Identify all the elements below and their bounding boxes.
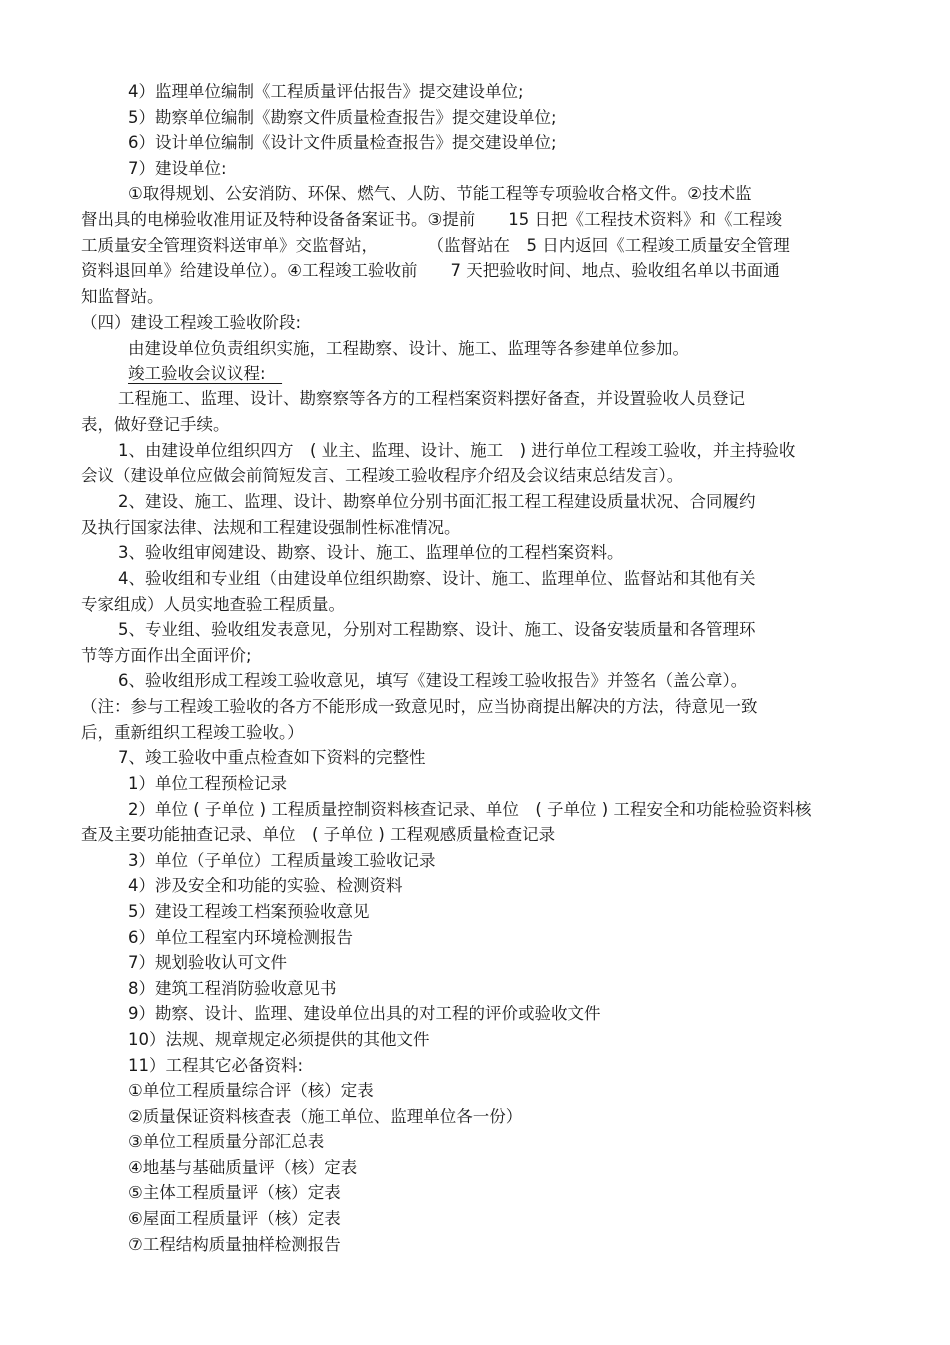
text-line: 工程施工、监理、设计、勘察察等各方的工程档案资料摆好备查，并设置验收人员登记 — [118, 389, 745, 408]
list-item: 8）建筑工程消防验收意见书 — [128, 979, 337, 998]
section-heading: （四）建设工程竣工验收阶段: — [81, 313, 302, 332]
list-item: ③单位工程质量分部汇总表 — [128, 1132, 325, 1151]
list-item: 1）单位工程预检记录 — [128, 774, 287, 793]
list-item: 9）勘察、设计、监理、建设单位出具的对工程的评价或验收文件 — [128, 1004, 601, 1023]
list-item: ②质量保证资料核查表（施工单位、监理单位各一份） — [128, 1107, 523, 1126]
text-line: 5、专业组、验收组发表意见，分别对工程勘察、设计、施工、设备安装质量和各管理环 — [118, 620, 756, 639]
text-line: 节等方面作出全面评价; — [81, 646, 252, 665]
text-line: 7）建设单位: — [128, 159, 227, 178]
list-item: ⑥屋面工程质量评（核）定表 — [128, 1209, 341, 1228]
list-item: ①单位工程质量综合评（核）定表 — [128, 1081, 374, 1100]
list-item: 6）单位工程室内环境检测报告 — [128, 928, 353, 947]
text-line: 专家组成）人员实地查验工程质量。 — [81, 595, 345, 614]
text-line: 5）勘察单位编制《勘察文件质量检查报告》提交建设单位; — [128, 108, 557, 127]
text-line: 6）设计单位编制《设计文件质量检查报告》提交建设单位; — [128, 133, 557, 152]
list-item: 11）工程其它必备资料: — [128, 1056, 304, 1075]
text-line: ①取得规划、公安消防、环保、燃气、人防、节能工程等专项验收合格文件。②技术监 — [128, 184, 752, 203]
list-item: 10）法规、规章规定必须提供的其他文件 — [128, 1030, 430, 1049]
text-line: 及执行国家法律、法规和工程建设强制性标准情况。 — [81, 518, 461, 537]
list-item: ④地基与基础质量评（核）定表 — [128, 1158, 358, 1177]
list-item: ⑦工程结构质量抽样检测报告 — [128, 1235, 341, 1254]
text-line: 6、验收组形成工程竣工验收意见，填写《建设工程竣工验收报告》并签名（盖公章）。 — [118, 671, 748, 690]
agenda-heading: 竣工验收会议议程: — [128, 364, 283, 383]
text-line: 会议（建设单位应做会前简短发言、工程竣工验收程序介绍及会议结束总结发言）。 — [81, 466, 684, 485]
text-line: 工质量安全管理资料送审单》交监督站， （监督站在 5 日内返回《工程竣工质量安全管理 — [81, 236, 790, 255]
note-line: 后，重新组织工程竣工验收。） — [81, 723, 304, 742]
text-line: 4）监理单位编制《工程质量评估报告》提交建设单位; — [128, 82, 524, 101]
text-line: 7、竣工验收中重点检查如下资料的完整性 — [118, 748, 426, 767]
list-item: 7）规划验收认可文件 — [128, 953, 287, 972]
text-line: 知监督站。 — [81, 287, 164, 306]
list-item: 3）单位（子单位）工程质量竣工验收记录 — [128, 851, 436, 870]
list-item: 2）单位 ( 子单位 ) 工程质量控制资料核查记录、单位 ( 子单位 ) 工程安全和功能检验资料核 — [128, 800, 812, 819]
text-line: 资料退回单》给建设单位）。④工程竣工验收前 7 天把验收时间、地点、验收组名单以书面通 — [81, 261, 780, 280]
text-line: 4、验收组和专业组（由建设单位组织勘察、设计、施工、监理单位、监督站和其他有关 — [118, 569, 756, 588]
list-item: 4）涉及安全和功能的实验、检测资料 — [128, 876, 403, 895]
text-line: 表，做好登记手续。 — [81, 415, 230, 434]
text-line: 督出具的电梯验收准用证及特种设备备案证书。③提前 15 日把《工程技术资料》和《工程竣 — [81, 210, 783, 229]
list-item: 查及主要功能抽查记录、单位 ( 子单位 ) 工程观感质量检查记录 — [81, 825, 556, 844]
list-item: ⑤主体工程质量评（核）定表 — [128, 1183, 341, 1202]
text-line: 3、验收组审阅建设、勘察、设计、施工、监理单位的工程档案资料。 — [118, 543, 624, 562]
text-line: 由建设单位负责组织实施，工程勘察、设计、施工、监理等各参建单位参加。 — [128, 339, 689, 358]
list-item: 5）建设工程竣工档案预验收意见 — [128, 902, 370, 921]
text-line: 2、建设、施工、监理、设计、勘察单位分别书面汇报工程工程建设质量状况、合同履约 — [118, 492, 756, 511]
text-line: 1、由建设单位组织四方 ( 业主、监理、设计、施工 ) 进行单位工程竣工验收，并主持验收 — [118, 441, 796, 460]
note-line: （注：参与工程竣工验收的各方不能形成一致意见时，应当协商提出解决的方法，待意见一致 — [81, 697, 758, 716]
